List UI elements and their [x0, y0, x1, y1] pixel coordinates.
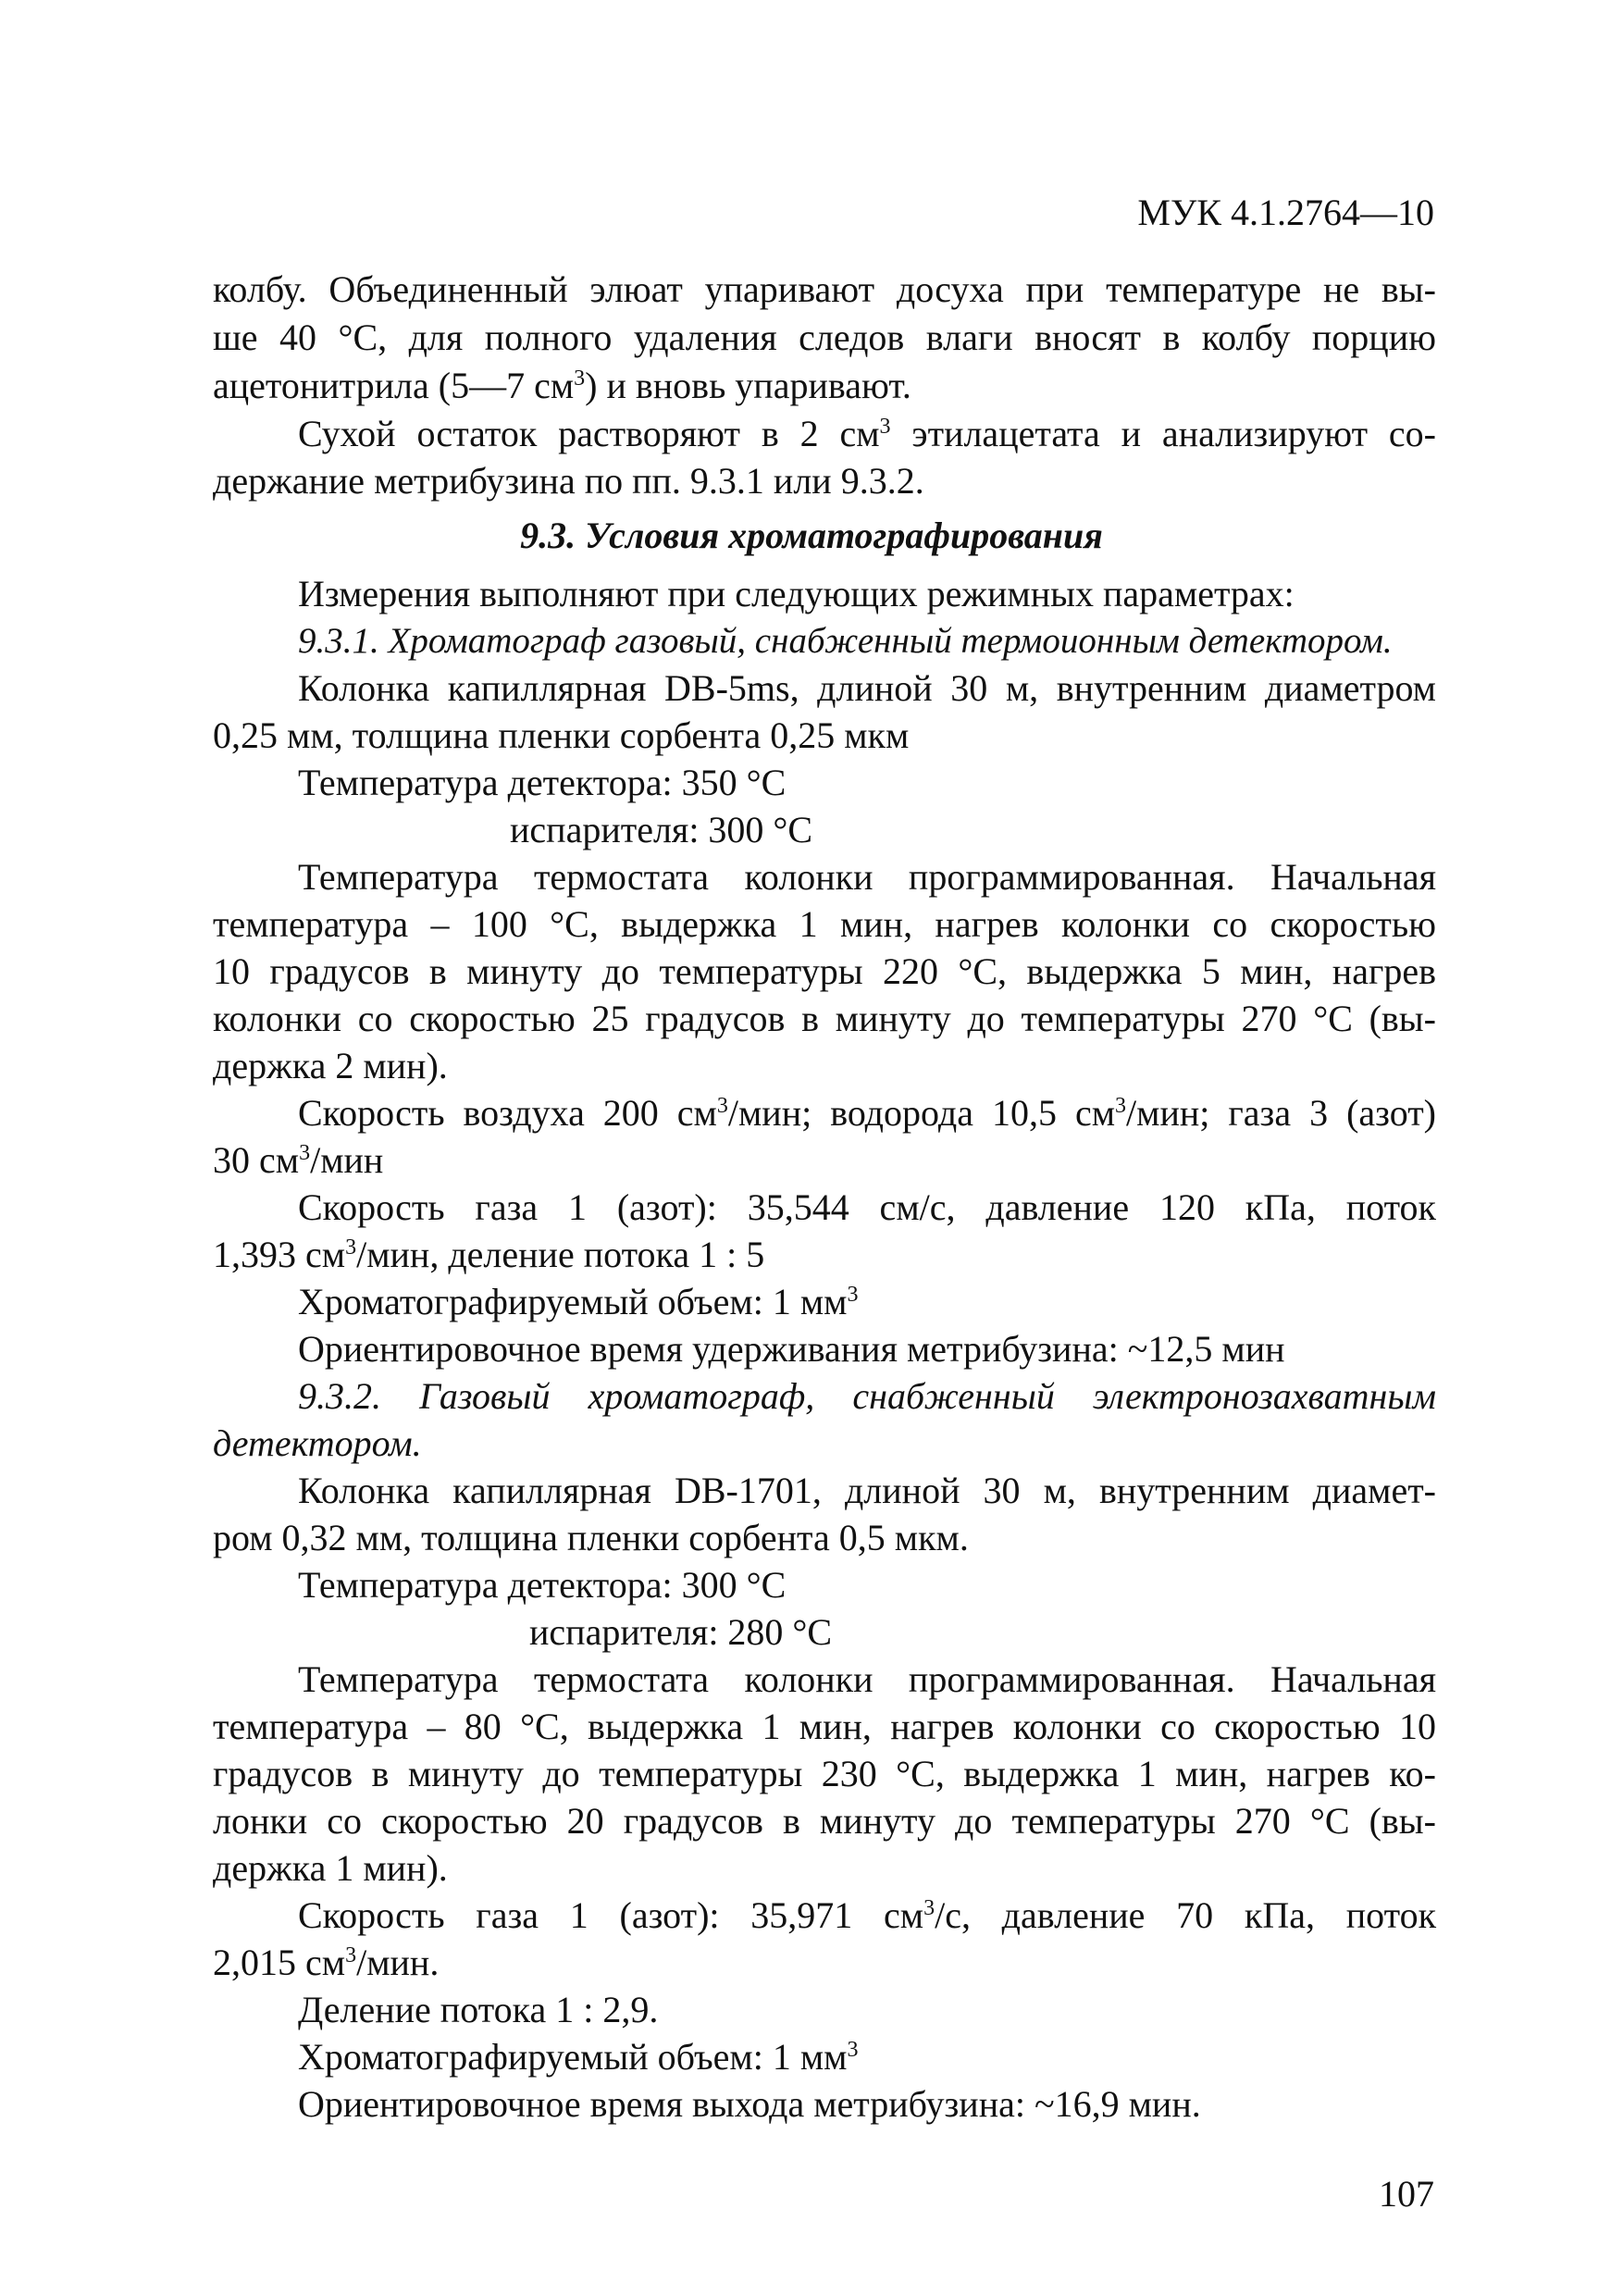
paragraph-line: 2,015 $см^3$/мин. [213, 1942, 440, 1983]
section-title: 9.3. Условия хроматографирования [520, 515, 1103, 556]
paragraph-line: Измерения выполняют при следующих режимных параметрах: [298, 573, 1295, 614]
paragraph-line: Сухой остаток растворяют в 2 $см^3$ этилацетата и анализируют со- [298, 413, 1437, 454]
paragraph-line: Температура термостата колонки программированная. Начальная [298, 1658, 1436, 1700]
paragraph-line: Колонка капиллярная DB-5ms, длиной 30 м, внутренним диаметром [298, 667, 1436, 709]
paragraph-line: Хроматографируемый объем: 1 $мм^3$ [298, 2036, 859, 2078]
paragraph-line: градусов в минуту до температуры 230 °С, выдержка 1 мин, нагрев ко- [213, 1753, 1436, 1794]
page-number: 107 [1379, 2173, 1434, 2215]
paragraph-line: ацетонитрила (5—7 $см^3$) и вновь упаривают. [213, 365, 911, 406]
paragraph-line: Скорость воздуха 200 $см^3$/мин; водорода 10,5 $см^3$/мин; газа 3 (азот) [298, 1092, 1437, 1134]
paragraph-line: 30 $см^3$/мин [213, 1139, 384, 1181]
paragraph-line: Скорость газа 1 (азот): 35,544 см/с, давление 120 кПа, поток [298, 1186, 1436, 1228]
subsection-heading: 9.3.2. Газовый хроматограф, снабженный электронозахватным [298, 1375, 1436, 1417]
paragraph-line: ром 0,32 мм, толщина пленки сорбента 0,5 мкм. [213, 1517, 969, 1558]
paragraph-line: 1,393 $см^3$/мин, деление потока 1 : 5 [213, 1234, 765, 1275]
document-code-header: МУК 4.1.2764—10 [1137, 192, 1434, 233]
paragraph-line: колбу. Объединенный элюат упаривают досуха при температуре не вы- [213, 268, 1436, 310]
paragraph-line: колонки со скоростью 25 градусов в минуту до температуры 270 °С (вы- [213, 998, 1436, 1039]
paragraph-line: Ориентировочное время удерживания метрибузина: ~12,5 мин [298, 1328, 1285, 1370]
paragraph-line: Ориентировочное время выхода метрибузина: ~16,9 мин. [298, 2083, 1201, 2125]
paragraph-line: испарителя: 300 °С [510, 809, 813, 850]
paragraph-line: 10 градусов в минуту до температуры 220 °С, выдержка 5 мин, нагрев [213, 950, 1436, 992]
paragraph-line: держание метрибузина по пп. 9.3.1 или 9.3.2. [213, 460, 924, 502]
paragraph-line: испарителя: 280 °С [529, 1611, 833, 1653]
paragraph-line: ше 40 °С, для полного удаления следов влаги вносят в колбу порцию [213, 316, 1436, 358]
paragraph-line: Скорость газа 1 (азот): 35,971 $см^3/с$, давление 70 кПа, поток [298, 1894, 1436, 1936]
paragraph-line: держка 2 мин). [213, 1045, 448, 1086]
paragraph-line: температура – 80 °С, выдержка 1 мин, нагрев колонки со скоростью 10 [213, 1706, 1436, 1747]
paragraph-line: держка 1 мин). [213, 1847, 448, 1889]
paragraph-line: Температура термостата колонки программированная. Начальная [298, 856, 1436, 898]
subsection-heading: 9.3.1. Хроматограф газовый, снабженный термоионным детектором. [298, 621, 1393, 661]
paragraph-line: Температура детектора: 300 °С [298, 1564, 787, 1606]
subsection-heading: детектором. [213, 1422, 422, 1464]
paragraph-line: Колонка капиллярная DB-1701, длиной 30 м, внутренним диамет- [298, 1470, 1436, 1511]
paragraph-line: Деление потока 1 : 2,9. [298, 1989, 659, 2030]
paragraph-line: температура – 100 °С, выдержка 1 мин, нагрев колонки со скоростью [213, 903, 1436, 945]
paragraph-line: лонки со скоростью 20 градусов в минуту до температуры 270 °С (вы- [213, 1800, 1436, 1842]
paragraph-line: 0,25 мм, толщина пленки сорбента 0,25 мкм [213, 714, 910, 756]
paragraph-line: Хроматографируемый объем: 1 $мм^3$ [298, 1281, 859, 1322]
paragraph-line: Температура детектора: 350 °С [298, 762, 787, 803]
